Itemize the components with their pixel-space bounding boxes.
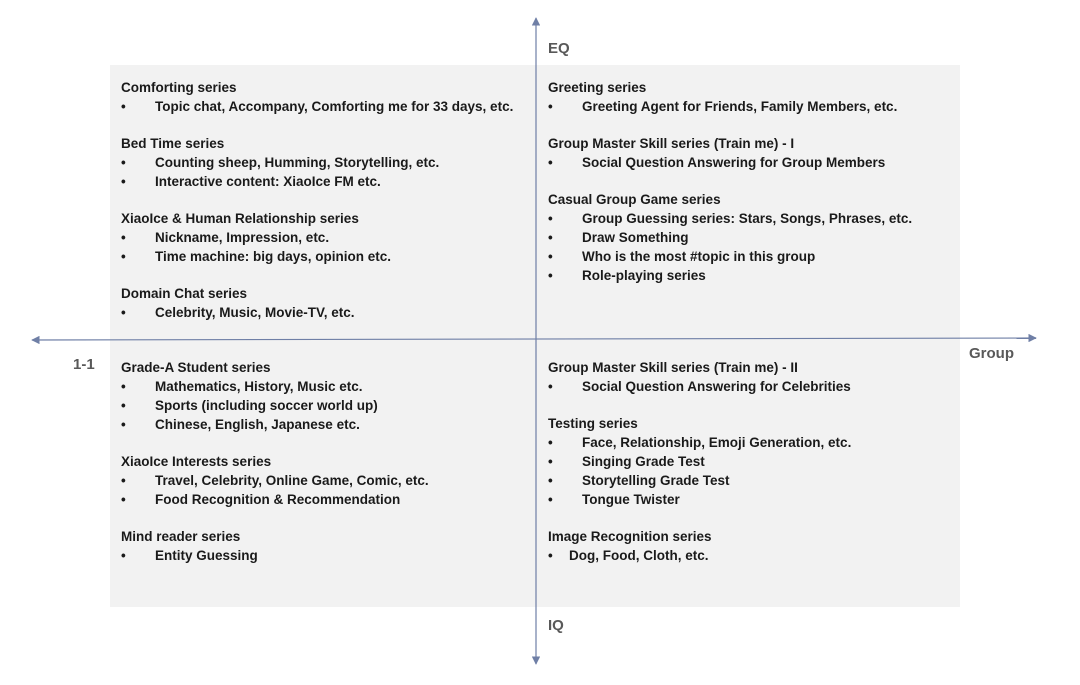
- series-title: Bed Time series: [121, 136, 225, 151]
- series-item-text: Sports (including soccer world up): [155, 398, 378, 413]
- bullet-icon: •: [121, 230, 126, 245]
- series-item: [121, 546, 271, 565]
- bullet-icon: •: [548, 492, 553, 507]
- series-item-text: Interactive content: XiaoIce FM etc.: [155, 174, 381, 189]
- series-block: [548, 134, 886, 172]
- series-item-text: Draw Something: [582, 230, 689, 245]
- series-block: [548, 414, 852, 509]
- series-item: [548, 377, 851, 396]
- bullet-icon: •: [548, 211, 553, 226]
- quadrant-top-right-eq-group: [548, 78, 913, 303]
- series-block: [121, 134, 440, 191]
- series-title: Greeting series: [548, 80, 647, 95]
- series-item: [121, 471, 429, 490]
- axis-label-iq: IQ: [548, 617, 564, 634]
- series-title: Group Master Skill series (Train me) - I: [548, 136, 795, 151]
- series-block: [548, 358, 851, 396]
- bullet-icon: •: [121, 155, 126, 170]
- series-title: Comforting series: [121, 80, 237, 95]
- bullet-icon: •: [548, 473, 553, 488]
- series-item-text: Dog, Food, Cloth, etc.: [569, 548, 709, 563]
- series-title: Casual Group Game series: [548, 192, 721, 207]
- series-item-text: Celebrity, Music, Movie-TV, etc.: [155, 305, 355, 320]
- series-item-text: Chinese, English, Japanese etc.: [155, 417, 360, 432]
- series-item-text: Nickname, Impression, etc.: [155, 230, 330, 245]
- bullet-icon: •: [121, 305, 126, 320]
- bullet-icon: •: [548, 99, 553, 114]
- series-block: [548, 190, 913, 285]
- series-block: [121, 527, 271, 565]
- quadrant-bottom-left-iq-1-1: [121, 358, 429, 583]
- bullet-icon: •: [548, 230, 553, 245]
- series-item-text: Counting sheep, Humming, Storytelling, etc.: [155, 155, 440, 170]
- series-item-text: Singing Grade Test: [582, 454, 705, 469]
- bullet-icon: •: [548, 435, 553, 450]
- series-item-text: Travel, Celebrity, Online Game, Comic, etc.: [155, 473, 429, 488]
- bullet-icon: •: [121, 473, 126, 488]
- series-block: [121, 209, 392, 266]
- bullet-icon: •: [121, 379, 126, 394]
- series-title: XiaoIce & Human Relationship series: [121, 211, 359, 226]
- series-block: [548, 78, 898, 116]
- axis-label-group: Group: [969, 345, 1014, 362]
- bullet-icon: •: [548, 548, 553, 563]
- series-item: [548, 97, 898, 116]
- series-item-text: Topic chat, Accompany, Comforting me for 33 days, etc.: [155, 99, 514, 114]
- bullet-icon: •: [121, 249, 126, 264]
- quadrant-top-left-eq-1-1: [121, 78, 514, 340]
- bullet-icon: •: [121, 548, 126, 563]
- series-item: [548, 452, 798, 471]
- series-item-text: Tongue Twister: [582, 492, 680, 507]
- series-item: [548, 153, 886, 172]
- series-item-text: Group Guessing series: Stars, Songs, Phrases, etc.: [582, 211, 913, 226]
- series-item: [548, 471, 798, 490]
- bullet-icon: •: [548, 379, 553, 394]
- axis-label-1-1: 1-1: [73, 356, 95, 373]
- series-item-text: Who is the most #topic in this group: [582, 249, 816, 264]
- series-item: [121, 490, 401, 509]
- series-item: [121, 303, 359, 322]
- series-item: [121, 377, 363, 396]
- series-block: [121, 452, 429, 509]
- axis-label-eq: EQ: [548, 40, 570, 57]
- quadrant-bottom-right-iq-group: [548, 358, 852, 583]
- series-item: [548, 546, 798, 565]
- series-item: [121, 172, 381, 191]
- series-block: [121, 78, 514, 116]
- series-item: [548, 266, 794, 285]
- series-item: [121, 97, 514, 116]
- bullet-icon: •: [548, 454, 553, 469]
- bullet-icon: •: [121, 398, 126, 413]
- series-item-text: Face, Relationship, Emoji Generation, etc.: [582, 435, 852, 450]
- series-item: [548, 490, 798, 509]
- series-item: [121, 396, 378, 415]
- series-item-text: Social Question Answering for Group Members: [582, 155, 886, 170]
- series-block: [121, 284, 359, 322]
- bullet-icon: •: [121, 174, 126, 189]
- series-item-text: Time machine: big days, opinion etc.: [155, 249, 392, 264]
- series-item: [121, 415, 360, 434]
- series-item-text: Mathematics, History, Music etc.: [155, 379, 363, 394]
- series-item: [548, 228, 794, 247]
- series-title: Testing series: [548, 416, 638, 431]
- series-item: [121, 228, 359, 247]
- series-title: Grade-A Student series: [121, 360, 271, 375]
- series-item-text: Storytelling Grade Test: [582, 473, 730, 488]
- series-title: Domain Chat series: [121, 286, 248, 301]
- bullet-icon: •: [121, 417, 126, 432]
- series-item-text: Entity Guessing: [155, 548, 258, 563]
- bullet-icon: •: [121, 492, 126, 507]
- series-title: Image Recognition series: [548, 529, 712, 544]
- series-title: Mind reader series: [121, 529, 241, 544]
- series-title: Group Master Skill series (Train me) - II: [548, 360, 798, 375]
- series-item-text: Food Recognition & Recommendation: [155, 492, 401, 507]
- series-item: [548, 209, 913, 228]
- series-item: [121, 153, 440, 172]
- series-item-text: Role-playing series: [582, 268, 706, 283]
- bullet-icon: •: [548, 268, 553, 283]
- bullet-icon: •: [121, 99, 126, 114]
- series-block: [548, 527, 798, 565]
- series-item-text: Greeting Agent for Friends, Family Members, etc.: [582, 99, 898, 114]
- series-block: [121, 358, 378, 434]
- series-item: [121, 247, 392, 266]
- series-item-text: Social Question Answering for Celebrities: [582, 379, 851, 394]
- series-item: [548, 433, 852, 452]
- bullet-icon: •: [548, 249, 553, 264]
- series-title: XiaoIce Interests series: [121, 454, 272, 469]
- bullet-icon: •: [548, 155, 553, 170]
- series-item: [548, 247, 816, 266]
